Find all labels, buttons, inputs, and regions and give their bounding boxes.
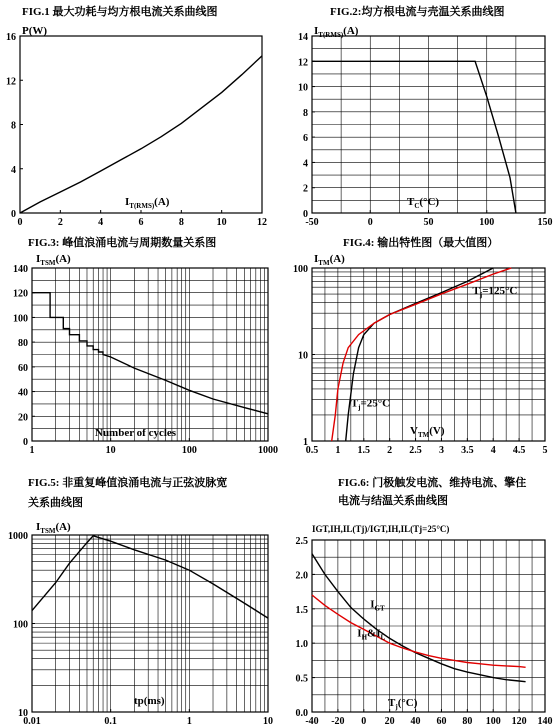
- fig6-title: FIG.6: 门极触发电流、维持电流、擎住: [338, 477, 527, 489]
- fig1-y-tick-label: 8: [11, 120, 16, 132]
- fig2-y-axis-label: $I_{T(RMS)}(A)$: [314, 25, 359, 39]
- fig1-x-tick-label: 2: [57, 217, 63, 228]
- fig3-x-tick-label: 1: [29, 445, 35, 456]
- fig6-y-tick-label: 1.0: [295, 639, 308, 651]
- fig6-x-tick-label: 120: [511, 716, 527, 727]
- fig4-x-tick-label: 4: [490, 445, 496, 456]
- fig6-y-tick-label: 0.5: [295, 673, 308, 685]
- fig6-title-line2: 电流与结温关系曲线图: [338, 495, 448, 507]
- fig5-y-tick-label: 1000: [8, 531, 28, 542]
- fig1-y-tick-label: 4: [11, 164, 16, 176]
- fig4-x-tick-label: 1: [335, 445, 341, 456]
- fig6-y-tick-label: 2.0: [295, 570, 308, 582]
- fig4-annotation: $T_j=125^\circ C$: [472, 285, 518, 300]
- fig6-y-axis-label: IGT,IH,IL(Tj)/IGT,IH,IL(Tj=25°C): [312, 524, 450, 534]
- fig6-x-axis-label: $T_j(^\circ C)$: [388, 697, 418, 711]
- fig3-grid: [32, 268, 268, 441]
- fig5-grid: [32, 535, 268, 712]
- fig6-grid: [312, 540, 545, 712]
- fig4-y-tick-label: 100: [293, 264, 308, 275]
- fig1-x-tick-label: 10: [216, 217, 227, 228]
- fig2-y-tick-label: 12: [298, 57, 308, 69]
- fig2-y-tick-label: 6: [303, 133, 308, 145]
- fig5-title-line2: 关系曲线图: [28, 497, 83, 509]
- fig3-y-tick-label: 100: [13, 313, 28, 325]
- fig2-x-axis-label: $T_C(^\circ C)$: [407, 196, 440, 210]
- fig2-x-tick-label: 100: [479, 217, 495, 228]
- fig1-x-tick-label: 0: [17, 217, 23, 228]
- fig1-title: FIG.1 最大功耗与均方根电流关系曲线图: [22, 6, 218, 18]
- fig2-grid: [312, 36, 545, 213]
- fig3-x-tick-label: 10: [105, 445, 116, 456]
- fig6-annotation: $I_H\&I_L$: [357, 627, 386, 642]
- fig1-x-tick-label: 4: [98, 217, 104, 228]
- fig5-x-tick-label: 0.1: [104, 716, 117, 727]
- fig2-y-tick-label: 0: [303, 209, 308, 220]
- fig3-y-axis-label: $I_{TSM}(A)$: [36, 253, 71, 267]
- fig6-x-tick-label: 100: [485, 716, 501, 727]
- fig3-y-tick-label: 40: [18, 387, 28, 399]
- fig2-y-tick-label: 8: [303, 107, 308, 119]
- fig3-series-0-line: [32, 293, 268, 414]
- fig6-x-tick-label: 40: [410, 716, 421, 727]
- fig2-chart: [298, 4, 553, 228]
- fig1-series-0-line: [20, 56, 262, 213]
- fig4-chart: [293, 235, 548, 456]
- fig6-x-tick-label: -40: [305, 716, 319, 727]
- fig5-y-tick-label: 10: [18, 708, 28, 719]
- fig5-chart: [8, 475, 273, 727]
- fig3-y-tick-label: 120: [13, 288, 28, 300]
- fig2-x-tick-label: 150: [537, 217, 553, 228]
- fig1-y-tick-label: 16: [6, 32, 16, 43]
- fig3-chart: [13, 235, 278, 456]
- fig6-x-tick-label: 0: [361, 716, 367, 727]
- fig2-y-tick-label: 2: [303, 183, 308, 195]
- fig2-x-tick-label: -50: [305, 217, 319, 228]
- fig5-y-tick-label: 100: [13, 619, 28, 631]
- fig6-chart: [296, 475, 553, 727]
- fig3-y-tick-label: 140: [13, 264, 28, 275]
- fig4-y-tick-label: 1: [303, 437, 308, 448]
- fig1-y-tick-label: 0: [11, 209, 16, 220]
- fig1-x-tick-label: 6: [138, 217, 144, 228]
- fig4-x-tick-label: 4.5: [512, 445, 526, 456]
- fig1-x-tick-label: 8: [178, 217, 184, 228]
- fig6-y-tick-label: 2.5: [295, 536, 308, 547]
- fig6-series-ihil-line: [312, 595, 526, 667]
- fig6-x-tick-label: 60: [436, 716, 447, 727]
- fig1-y-tick-label: 12: [6, 76, 16, 88]
- fig4-title: FIG.4: 输出特性图（最大值图）: [343, 237, 499, 249]
- fig4-x-tick-label: 2.5: [409, 445, 422, 456]
- fig5-x-tick-label: 0.01: [23, 716, 41, 727]
- fig5-title: FIG.5: 非重复峰值浪涌电流与正弦波脉宽: [28, 477, 228, 489]
- fig4-x-axis-label: $V_{TM}(V)$: [410, 425, 445, 439]
- fig3-y-tick-label: 60: [18, 362, 28, 374]
- fig4-x-tick-label: 1.5: [357, 445, 371, 456]
- fig3-y-tick-label: 0: [23, 437, 28, 448]
- fig5-x-axis-label: tp(ms): [134, 695, 165, 707]
- fig1-x-axis-label: $I_{T(RMS)}(A)$: [125, 196, 170, 210]
- fig5-y-axis-label: $I_{TSM}(A)$: [36, 521, 71, 535]
- fig6-x-tick-label: 140: [537, 716, 553, 727]
- fig1-plot-frame: [20, 36, 262, 213]
- fig1-x-tick-label: 12: [257, 217, 267, 228]
- fig4-y-axis-label: $I_{TM}(A)$: [314, 253, 345, 267]
- fig2-x-tick-label: 50: [423, 217, 434, 228]
- fig2-y-tick-label: 10: [298, 82, 308, 94]
- fig4-x-tick-label: 2: [387, 445, 393, 456]
- fig3-y-tick-label: 20: [18, 412, 28, 424]
- fig3-x-tick-label: 100: [181, 445, 197, 456]
- fig2-y-tick-label: 4: [303, 158, 308, 170]
- fig6-x-tick-label: -20: [331, 716, 345, 727]
- fig6-y-tick-label: 1.5: [295, 604, 308, 616]
- fig3-y-tick-label: 80: [18, 338, 28, 350]
- fig6-y-tick-label: 0.0: [295, 708, 308, 719]
- fig6-x-tick-label: 20: [384, 716, 395, 727]
- fig6-x-tick-label: 80: [462, 716, 473, 727]
- fig5-x-tick-label: 1: [186, 716, 192, 727]
- fig6-annotation: $I_{GT}$: [370, 598, 385, 613]
- fig4-x-tick-label: 3: [438, 445, 444, 456]
- fig4-annotation: $T_j=25^\circ C$: [350, 397, 391, 412]
- fig3-x-axis-label: Number of cycles: [95, 427, 177, 439]
- fig1-y-axis-label: P(W): [22, 25, 48, 37]
- fig4-x-tick-label: 0.5: [305, 445, 319, 456]
- fig5-series-0-line: [32, 536, 268, 618]
- fig4-x-tick-label: 3.5: [461, 445, 474, 456]
- fig4-x-tick-label: 5: [542, 445, 548, 456]
- fig2-x-tick-label: 0: [367, 217, 373, 228]
- fig3-title: FIG.3: 峰值浪涌电流与周期数量关系图: [28, 237, 217, 249]
- fig4-y-tick-label: 10: [298, 350, 308, 362]
- fig3-x-tick-label: 1000: [258, 445, 278, 456]
- fig2-title: FIG.2:均方根电流与壳温关系曲线图: [330, 6, 505, 18]
- fig1-chart: [6, 4, 267, 228]
- fig5-x-tick-label: 10: [263, 716, 273, 727]
- fig2-y-tick-label: 14: [298, 32, 308, 43]
